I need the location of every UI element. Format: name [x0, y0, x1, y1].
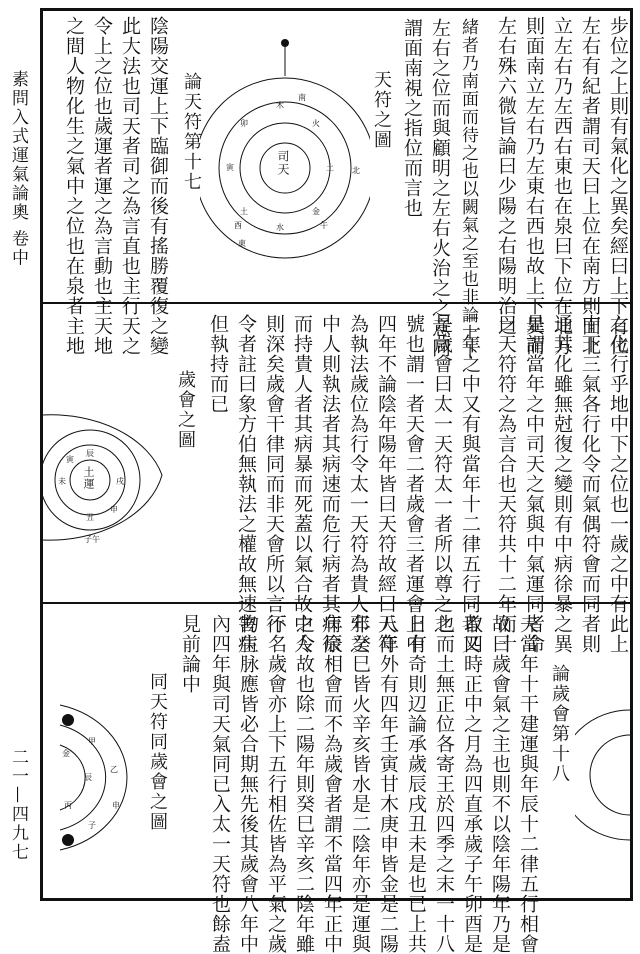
tongtianfu-diagram	[50, 700, 150, 860]
text-column: 左右有紀者謂司天曰上位在南方則面北	[579, 16, 601, 356]
text-column: 但執持而已	[207, 314, 229, 414]
diagram-label: 子	[88, 821, 96, 830]
text-column: 之間人物化生之氣中之位也在泉者主地	[63, 16, 85, 356]
text-column: 日有奇則辺論承歲辰戌丑未是也已上共	[405, 614, 427, 954]
diagram-outer-label: 東	[238, 239, 246, 248]
text-column: 中人則執法者其病速而危行病者其病徐	[319, 314, 341, 654]
diagram-ring-label: 戌	[116, 477, 124, 486]
page-number: 二一—四九七	[8, 748, 28, 862]
text-column: 中下三氣各行化令而氣偶符會而同者則	[579, 314, 601, 654]
text-column: 令上之位也歲運者運之為言動也主天地	[91, 16, 113, 356]
diagram-bottom-label: 子午	[84, 535, 100, 544]
diagram-outer-label: 北	[352, 166, 360, 175]
text-column: 則深矣歲會干律同而非天會所以言行	[263, 314, 285, 634]
diagram-title: 歲會之圖	[175, 370, 196, 450]
text-column: 不名歲會亦上下五行相佐皆為平氣之歲	[265, 614, 287, 954]
text-column: 則面南立左右乃左東右西也故上下異而	[523, 16, 545, 356]
text-column: 立左右乃左西右東也在泉曰下位在北方	[551, 16, 573, 356]
arc-fragment	[575, 700, 630, 850]
diagram-title: 同天符同歲會之圖	[147, 672, 168, 832]
text-column: 是歲會曰太一天符太一者所以尊之之	[431, 314, 453, 634]
text-column: 故曰歲會氣之主也則不以陰年陽年乃是	[489, 614, 511, 954]
diagram-label: 申	[112, 801, 120, 810]
diagram-ring-label: 土	[326, 163, 334, 172]
text-column: 步位之上則有氣化之異矣經曰上下有位	[607, 16, 629, 356]
section-heading: 論歲會第十八	[549, 664, 570, 784]
diagram-ring-label: 木	[276, 101, 284, 110]
diagram-outer-label: 南	[298, 93, 306, 102]
text-column: 之化行乎地中下之位也一歲之中有此上	[607, 314, 629, 654]
diagram-ring-label: 火	[312, 119, 320, 128]
book-title: 素問入式運氣論奧 卷中	[8, 70, 28, 268]
diagram-label: 丙	[64, 801, 72, 810]
diagram-label: 甲	[88, 737, 96, 746]
text-column: 物生脉應皆必合期無先後其歲會八年中	[237, 614, 259, 954]
diagram-ring-label: 卯	[240, 119, 248, 128]
text-column: 陰陽交運上下臨御而後有搖勝覆復之變	[147, 16, 169, 356]
diagram-ring-label: 申	[110, 505, 118, 514]
text-column: 取四時正中之月為四直承歲子午卯酉是	[461, 614, 483, 954]
text-column: 之令故也除二陽年則癸巳辛亥二陰年雖	[293, 614, 315, 954]
diagram-ring-label: 寅	[66, 455, 74, 464]
text-column: 二年之中又有與當年十二律五行同者又	[459, 314, 481, 654]
diagram-title: 天符之圖	[371, 70, 392, 150]
diagram-ring-label: 金	[312, 207, 320, 216]
diagram-ring-label: 酉	[234, 221, 242, 230]
diagram-ring-label: 土	[240, 207, 248, 216]
diagram-center-label: 土運	[82, 466, 95, 490]
diagram-label: 辰	[84, 773, 92, 782]
text-column: 也而土無正位各寄王於四季之末一十八	[433, 614, 455, 954]
text-column: 而持貴人者其病暴而死蓋以氣合故中人	[291, 314, 313, 654]
diagram-ring-label: 未	[58, 477, 66, 486]
text-column: 八年外有四年壬寅甘木庚申皆金是二陽	[377, 614, 399, 954]
text-column: 令者註曰象方伯無執法之權故無速害病	[235, 314, 257, 654]
diagram-label: 金	[62, 749, 70, 758]
text-column: 緒者乃南面而待之也以闕氣之至也非論上下	[458, 18, 478, 360]
text-column: 號也謂一者天會二者歲會三者運會上中	[403, 314, 425, 654]
diagram-label: 乙	[110, 765, 118, 774]
diagram-ring-label: 寅	[226, 163, 234, 172]
text-column: 左右之位而與顧明之左右火治之之意同	[429, 18, 451, 358]
diagram-ring-label: 丑	[86, 513, 94, 522]
text-column: 見前論中	[179, 614, 201, 694]
text-column: 年癸巳皆火辛亥皆水是二陰年亦是運與	[349, 614, 371, 954]
text-column: 謂面南視之指位而言也	[401, 18, 423, 218]
diagram-center-label: 司天	[276, 150, 290, 176]
diagram-ring-label: 辰	[86, 449, 94, 458]
text-column: 曰天符符之為言合也天符共十二年而十	[495, 314, 517, 654]
section-heading: 論天符第十七	[181, 72, 202, 192]
text-column: 此大法也司天者司之為言直也主行天之	[119, 16, 141, 356]
diagram-ring-label: 水	[276, 223, 284, 232]
text-column: 左右殊六微旨論曰少陽之右陽明治之	[495, 16, 517, 336]
text-column: 內四年與司天氣同已入太一天符也餘盍	[209, 614, 231, 954]
text-column: 年辰相會而不為歲會者謂不當四年正中	[321, 614, 343, 954]
text-column: 夫當年十干建運與年辰十二律五行相會	[517, 614, 539, 954]
text-column: 四年不論陰年陽年皆曰天符故經曰天符	[375, 314, 397, 654]
text-column: 是謂當年之中司天之氣與中氣運同者命	[523, 314, 545, 654]
text-column: 為執法歲位為行令太一天符為貴人邪之	[347, 314, 369, 654]
diagram-ring-label: 午	[320, 221, 328, 230]
text-column: 通其化雖無尅復之變則有中病徐暴之異	[551, 314, 573, 654]
